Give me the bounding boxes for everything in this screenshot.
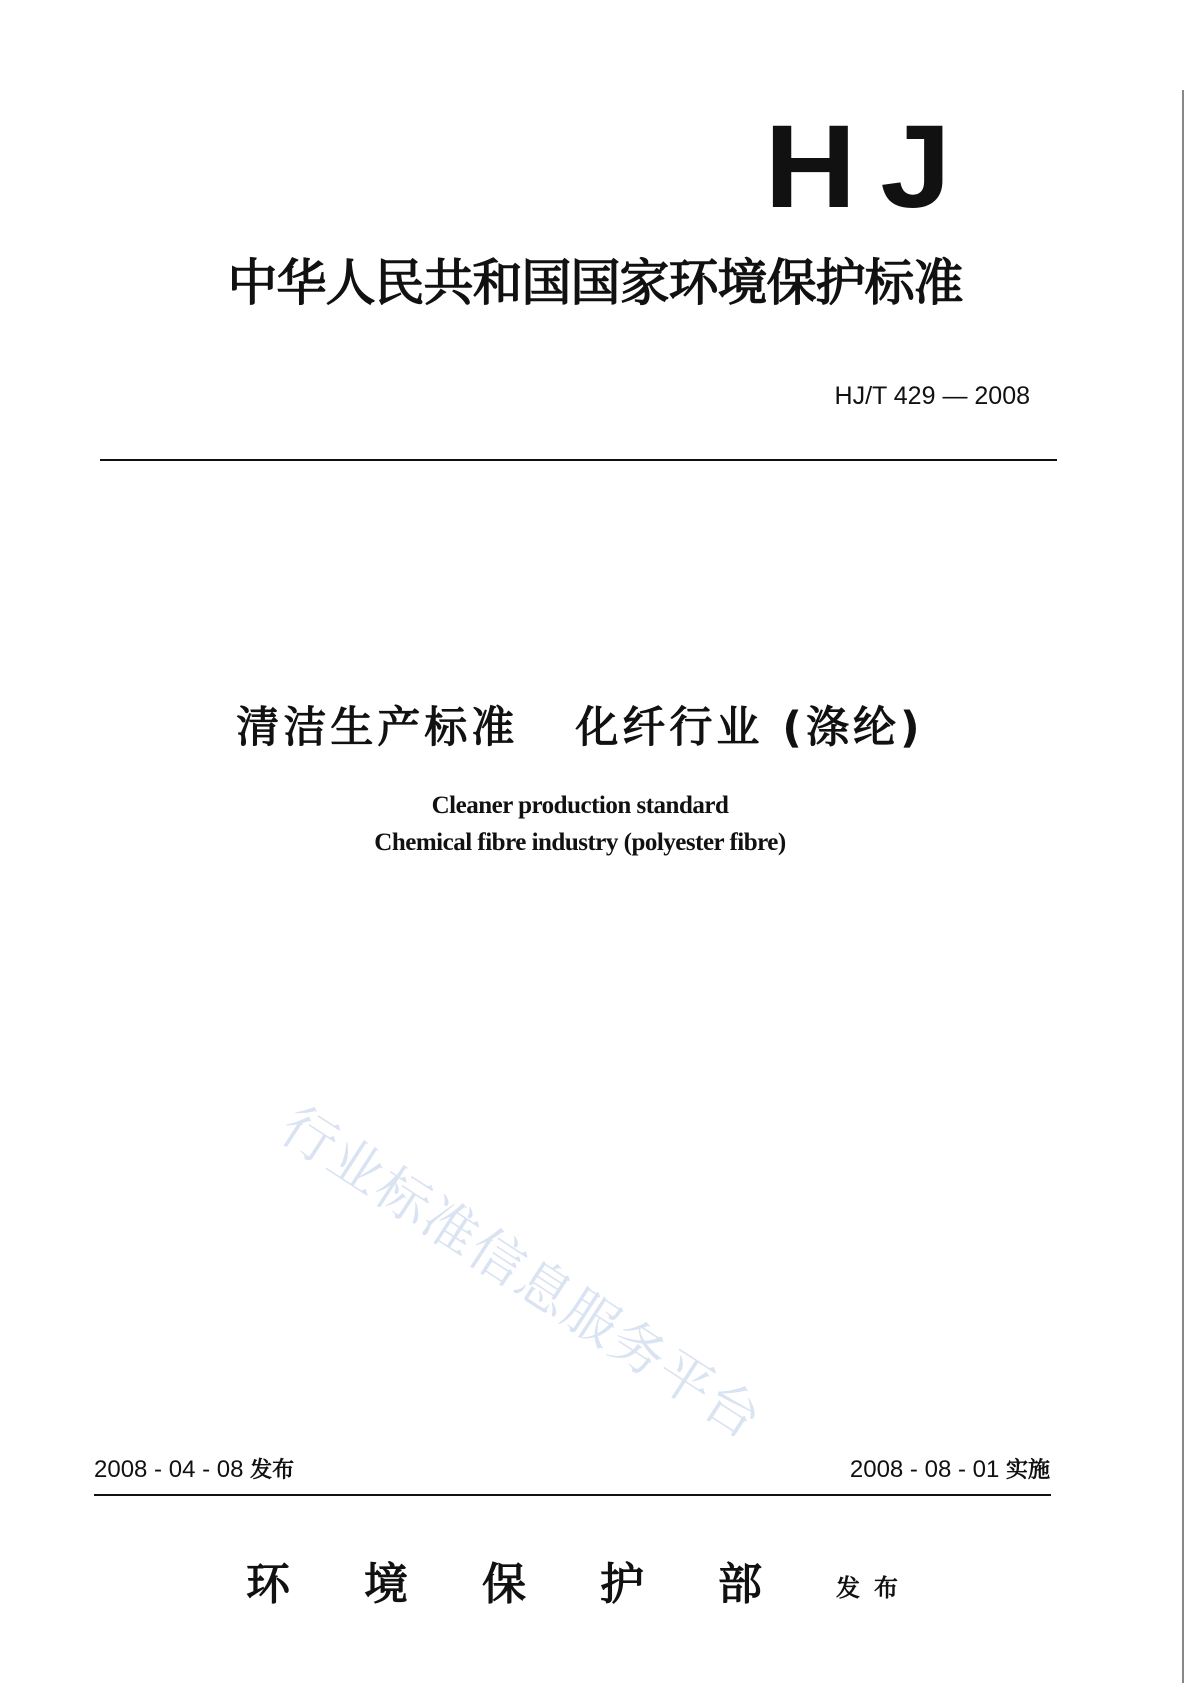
top-divider: [100, 459, 1057, 461]
issue-date: 2008 - 04 - 08: [94, 1456, 244, 1483]
effective-date: 2008 - 08 - 01: [849, 1456, 1000, 1483]
watermark: 行业标准信息服务平台: [269, 1094, 774, 1453]
issuing-authority: 环境保护部: [246, 1559, 836, 1610]
scan-page-edge: [1182, 90, 1184, 1683]
english-title-line-2: Chemical fibre industry (polyester fibre): [374, 829, 786, 856]
hj-logo: HJ: [764, 101, 975, 233]
effective-date-block: [850, 1453, 1050, 1484]
issuer-suffix: 发布: [836, 1574, 912, 1602]
english-title-line-1: Cleaner production standard: [431, 792, 729, 819]
bottom-divider: [94, 1494, 1051, 1496]
organization-title: 中华人民共和国国家环境保护标准: [227, 253, 963, 312]
effective-label: 实施: [1005, 1458, 1050, 1483]
issue-date-block: [94, 1453, 294, 1484]
issue-label: 发布: [250, 1458, 295, 1483]
standard-code: HJ/T 429 — 2008: [834, 382, 1030, 410]
chinese-title: 清洁生产标准 化纤行业 (涤纶): [236, 703, 924, 753]
